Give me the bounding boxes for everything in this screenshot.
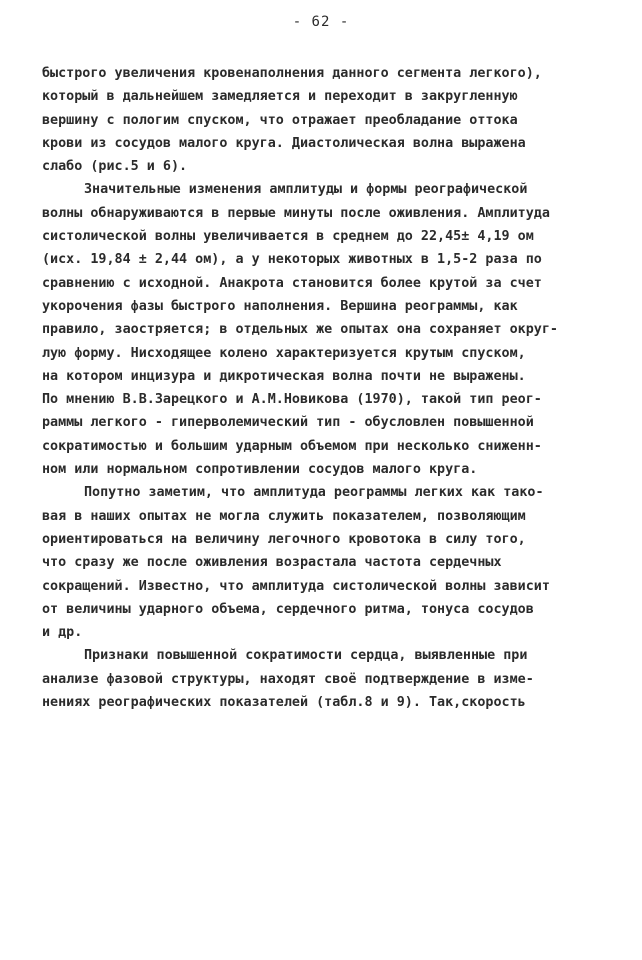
text-line: ном или нормальном сопротивлении сосудов малого круга. [42,462,478,478]
text-line: вая в наших опытах не могла служить показателем, позволяющим [42,508,526,524]
text-line: Признаки повышенной сократимости сердца, выявленные при [84,648,528,664]
text-line: сократимостью и большим ударным объемом при несколько сниженн- [42,438,542,454]
text-line: вершину с пологим спуском, что отражает преобладание оттока [42,112,518,128]
text-line: систолической волны увеличивается в среднем до 22,45± 4,19 ом [42,229,534,245]
text-line: лую форму. Нисходящее колено характеризуется крутым спуском, [42,345,526,361]
body-text [42,62,604,714]
text-line: что сразу же после оживления возрастала частота сердечных [42,555,502,571]
text-line: Значительные изменения амплитуды и формы реографической [84,182,528,198]
text-line: который в дальнейшем замедляется и переходит в закругленную [42,89,518,105]
text-line: сравнению с исходной. Анакрота становится более крутой за счет [42,275,542,291]
text-line: быстрого увеличения кровенаполнения данного сегмента легкого), [42,66,542,81]
text-line: сокращений. Известно, что амплитуда систолической волны зависит [42,578,550,594]
page-number: - 62 - [292,14,350,30]
text-line: раммы легкого - гиперволемический тип - обусловлен повышенной [42,415,534,431]
text-line: анализе фазовой структуры, находят своё подтверждение в изме- [42,671,534,687]
text-line: на котором инцизура и дикротическая волна почти не выражены. [42,368,526,384]
text-line: (исх. 19,84 ± 2,44 ом), а у некоторых животных в 1,5-2 раза по [42,252,542,268]
text-line: и др. [42,625,83,641]
text-line: крови из сосудов малого круга. Диастолическая волна выражена [42,135,526,151]
text-line: По мнению В.В.Зарецкого и А.М.Новикова (1970), такой тип реог- [42,392,542,408]
text-line: Попутно заметим, что амплитуда реограммы легких как тако- [84,485,544,501]
text-line: ориентироваться на величину легочного кровотока в силу того, [42,531,526,547]
text-line: слабо (рис.5 и 6). [42,159,188,175]
text-line: нениях реографических показателей (табл.8 и 9). Так,скорость [42,695,526,711]
text-line: укорочения фазы быстрого наполнения. Вершина реограммы, как [42,298,518,314]
text-line: от величины ударного объема, сердечного ритма, тонуса сосудов [42,601,534,617]
text-line: волны обнаруживаются в первые минуты после оживления. Амплитуда [42,205,550,221]
text-line: правило, заостряется; в отдельных же опытах она сохраняет округ- [42,322,558,338]
